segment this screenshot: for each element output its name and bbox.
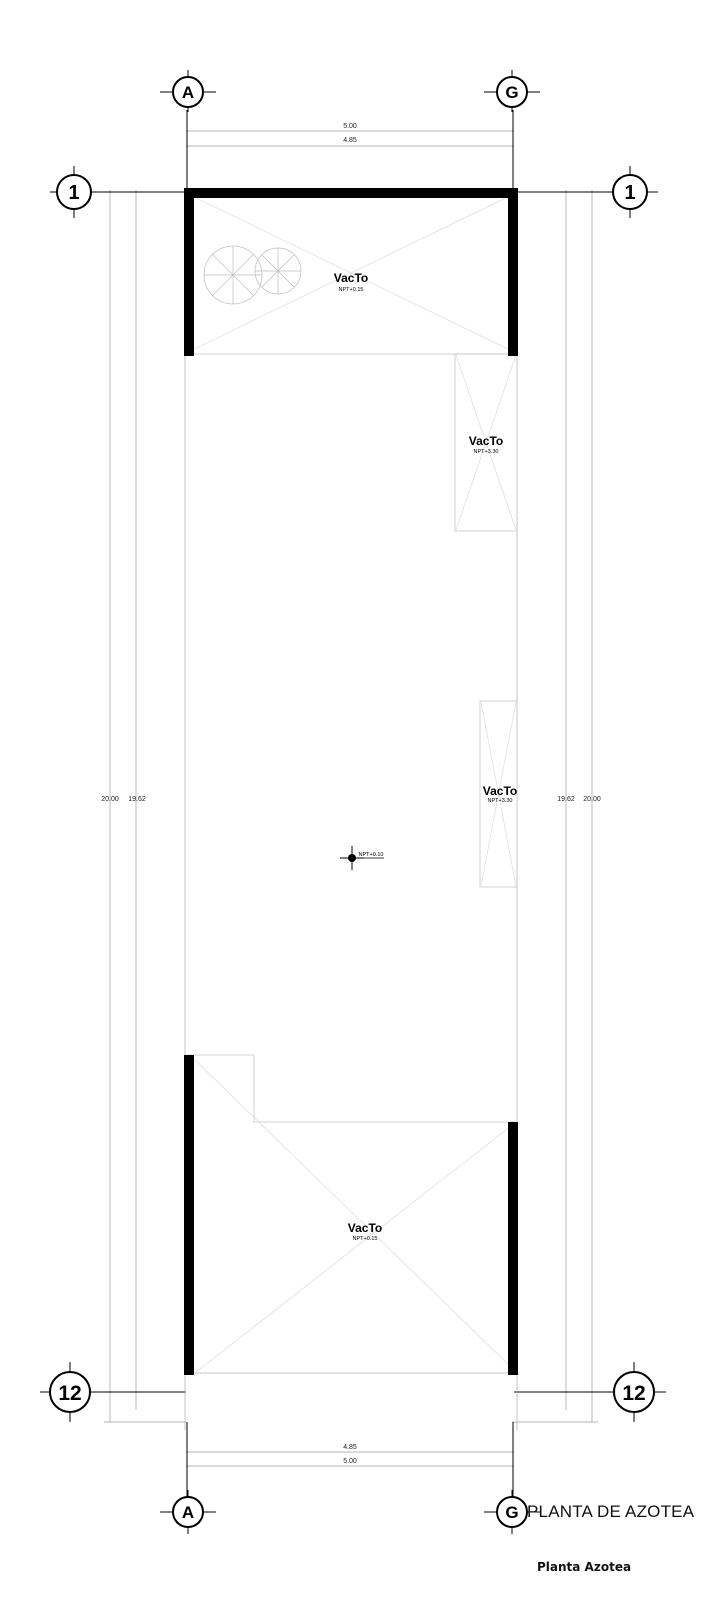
dim-top-outer: 5.00: [343, 123, 357, 130]
plan-subtitle: Planta Azotea: [537, 1560, 632, 1574]
grid-label-1-right: 1: [624, 182, 636, 204]
dim-right-inner: 19.62: [557, 796, 575, 803]
wall-top: [184, 188, 518, 198]
void-bottom-label: VacTo: [347, 1221, 383, 1235]
void-middle-right-level: NPT+3.30: [487, 798, 513, 804]
void-middle-right-label: VacTo: [482, 784, 518, 798]
wall-bottom-right: [508, 1122, 518, 1375]
wall-bottom-left: [184, 1055, 194, 1375]
dim-top-inner: 4.85: [343, 137, 357, 144]
grid-label-G-bottom: G: [505, 1503, 519, 1522]
grid-label-12-left: 12: [58, 1382, 82, 1405]
spiral-stair-icon: [204, 246, 301, 304]
void-bottom-level: NPT+0.15: [352, 1236, 378, 1242]
grid-label-G-top: G: [505, 83, 519, 102]
wall-top-left: [184, 188, 194, 356]
dimension-lines: [104, 131, 598, 1466]
grid-label-1-left: 1: [68, 182, 80, 204]
void-upper-right-level: NPT+3.30: [473, 449, 499, 455]
dim-bottom-inner: 4.85: [343, 1444, 357, 1451]
void-top-label: VacTo: [333, 271, 369, 285]
void-upper-right-label: VacTo: [468, 434, 504, 448]
level-marker-text: NPT+0.10: [358, 852, 384, 858]
dim-left-outer: 20.00: [101, 796, 119, 803]
grid-label-12-right: 12: [622, 1382, 646, 1405]
building-outline: [185, 192, 517, 1430]
dim-right-outer: 20.00: [583, 796, 601, 803]
plan-title: PLANTA DE AZOTEA: [527, 1502, 695, 1521]
walls: [184, 188, 518, 1375]
void-bottom: [185, 1055, 517, 1373]
dim-left-inner: 19.62: [128, 796, 146, 803]
wall-top-right: [508, 188, 518, 356]
grid-label-A-bottom: A: [181, 1503, 195, 1522]
grid-lines: [96, 110, 610, 1504]
level-marker-icon: [340, 846, 384, 870]
dim-bottom-outer: 5.00: [343, 1458, 357, 1465]
void-top-level: NPT+0.15: [338, 287, 364, 293]
grid-label-A-top: A: [181, 83, 195, 102]
